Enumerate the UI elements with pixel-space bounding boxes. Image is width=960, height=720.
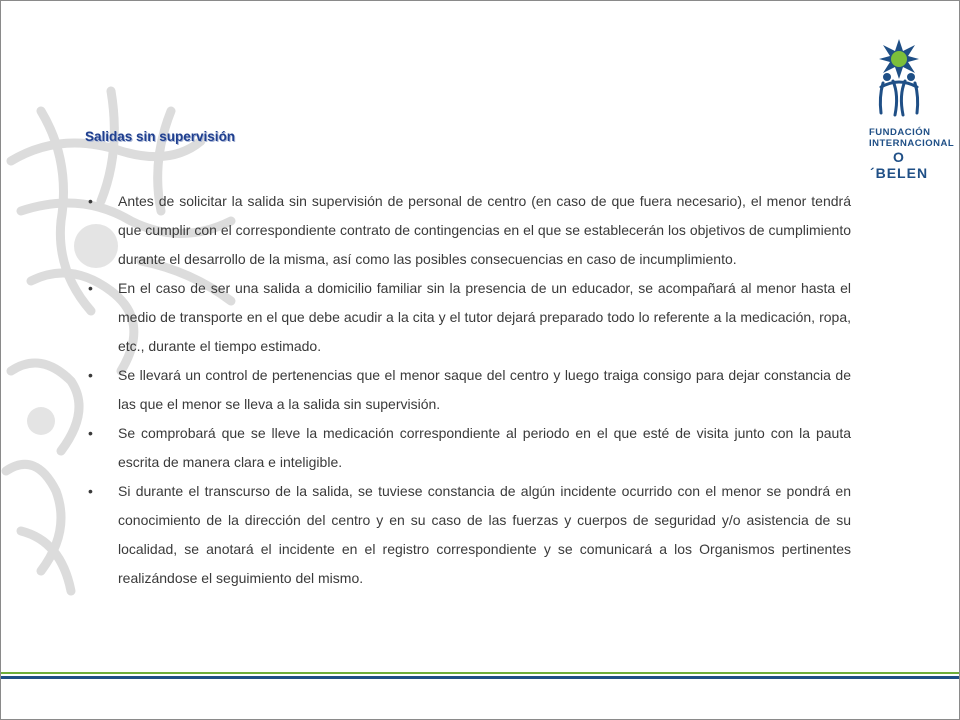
list-item xyxy=(85,274,851,361)
star-figures-icon xyxy=(869,37,929,127)
foundation-logo xyxy=(869,37,955,182)
section-heading: Salidas sin supervisión xyxy=(85,129,236,144)
bullet-list xyxy=(85,187,851,593)
list-item-text: En el caso de ser una salida a domicilio familiar sin la presencia de un educador, se acompañará al menor hasta el medio de transporte en el que debe acudir a la cita y el tutor dejará preparado todo lo referente a la medicación, ropa, etc., durante el tiempo estimado. xyxy=(118,280,851,354)
logo-text xyxy=(869,127,955,181)
bullet-icon: • xyxy=(88,425,93,441)
bullet-icon: • xyxy=(88,193,93,209)
list-item-text: Si durante el transcurso de la salida, se tuviese constancia de algún incidente ocurrido con el menor se pondrá en conocimiento de la dirección del centro y en su caso de las fuerzas y cuerpos de seguridad y/o asistencia de su localidad, se anotará el incidente en el registro correspondiente y se comunicará a los Organismos pertinentes realizándose el seguimiento del mismo. xyxy=(118,483,851,586)
logo-line-3: O´BELEN xyxy=(869,149,929,181)
list-item xyxy=(85,419,851,477)
list-item xyxy=(85,361,851,419)
list-item-text: Se comprobará que se lleve la medicación correspondiente al periodo en el que esté de visita junto con la pauta escrita de manera clara e inteligible. xyxy=(118,425,851,470)
logo-line-2: INTERNACIONAL xyxy=(869,138,955,149)
logo-line-1: FUNDACIÓN xyxy=(869,127,931,138)
bullet-icon: • xyxy=(88,483,93,499)
list-item-text: Antes de solicitar la salida sin supervisión de personal de centro (en caso de que fuera necesario), el menor tendrá que cumplir con el correspondiente contrato de contingencias en el que se establecerán los objetivos de cumplimiento durante el desarrollo de la misma, así como las posibles consecuencias en caso de incumplimiento. xyxy=(118,193,851,267)
list-item xyxy=(85,477,851,593)
bullet-icon: • xyxy=(88,280,93,296)
footer-rule-navy xyxy=(1,676,959,679)
footer-rule-green xyxy=(1,672,959,674)
bullet-icon: • xyxy=(88,367,93,383)
list-item-text: Se llevará un control de pertenencias que el menor saque del centro y luego traiga consigo para dejar constancia de las que el menor se lleva a la salida sin supervisión. xyxy=(118,367,851,412)
list-item xyxy=(85,187,851,274)
